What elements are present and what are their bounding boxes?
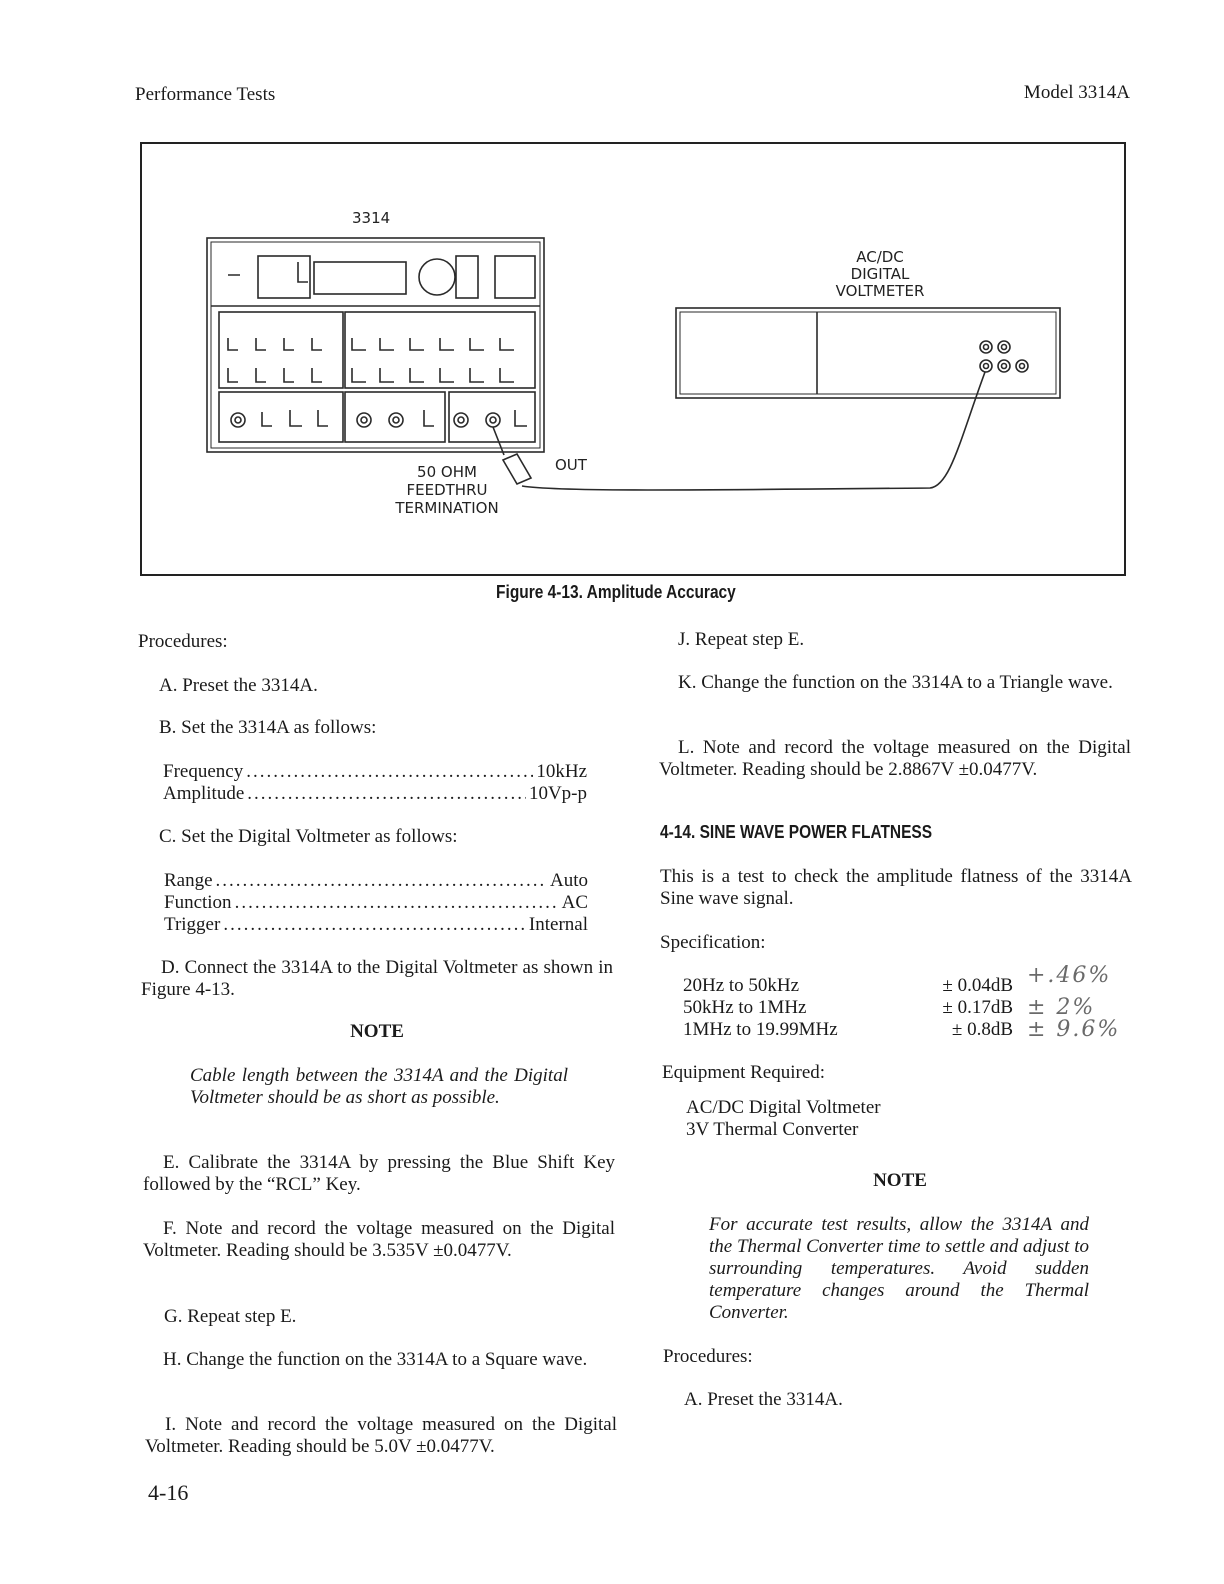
voltmeter-label-1: AC/DC (856, 248, 904, 266)
note-title-left: NOTE (350, 1021, 404, 1042)
feedthru-termination (503, 454, 531, 484)
setting-label: Amplitude (163, 783, 245, 804)
termination-label-3: TERMINATION (395, 499, 499, 517)
handwritten-annotation: ± 9.6% (1027, 1017, 1121, 1042)
settings-dvm-list (164, 870, 588, 936)
setting-row (163, 783, 587, 805)
setting-label: Range (164, 870, 213, 891)
setting-value: 10Vp-p (528, 783, 587, 804)
setting-value: Internal (528, 914, 588, 935)
instrument-label: 3314 (352, 209, 391, 227)
amplitude-accuracy-diagram (140, 142, 1126, 576)
setting-row (164, 914, 588, 936)
note-title-right: NOTE (873, 1170, 927, 1191)
step-g: G. Repeat step E. (164, 1306, 297, 1327)
termination-label-2: FEEDTHRU (406, 481, 488, 499)
spec-row (683, 963, 1143, 997)
procedures-title-right: Procedures: (663, 1346, 753, 1367)
equipment-title: Equipment Required: (662, 1062, 826, 1083)
spec-tolerance: ± 0.8dB (951, 1019, 1013, 1040)
page-number: 4-16 (148, 1480, 189, 1505)
setting-value: Auto (550, 870, 588, 891)
step-k: K. Change the function on the 3314A to a Triangle wave. (678, 672, 1113, 693)
setting-row (164, 892, 588, 914)
step-i: I. Note and record the voltage measured on the Digital Voltmeter. Reading should be 5.0V ±0.0477V. (145, 1414, 617, 1457)
setting-row (164, 870, 588, 892)
handwritten-annotation: ± 2% (1027, 995, 1096, 1020)
equipment-item: AC/DC Digital Voltmeter (686, 1097, 881, 1118)
step-l: L. Note and record the voltage measured on the Digital Voltmeter. Reading should be 2.8867V ±0.0477V. (659, 737, 1131, 780)
spec-table (683, 963, 1143, 1042)
step-h: H. Change the function on the 3314A to a Square wave. (163, 1349, 588, 1370)
step-e: E. Calibrate the 3314A by pressing the Blue Shift Key followed by the “RCL” Key. (143, 1152, 615, 1195)
step-f: F. Note and record the voltage measured on the Digital Voltmeter. Reading should be 3.535V ±0.0477V. (143, 1218, 615, 1261)
step-j: J. Repeat step E. (678, 629, 805, 650)
display-window (314, 262, 406, 294)
knob (419, 259, 455, 295)
voltmeter-label-2: DIGITAL (850, 265, 910, 283)
spec-range: 1MHz to 19.99MHz (683, 1019, 838, 1040)
spec-row (683, 1019, 1143, 1041)
setting-label: Function (164, 892, 232, 913)
spec-row (683, 997, 1143, 1019)
setting-row (163, 761, 587, 783)
voltmeter-label-3: VOLTMETER (835, 282, 925, 300)
running-header-left: Performance Tests (135, 84, 276, 105)
equipment-item: 3V Thermal Converter (686, 1119, 859, 1140)
equipment-list (686, 1097, 881, 1141)
step-c: C. Set the Digital Voltmeter as follows: (159, 826, 458, 847)
figure-caption: Figure 4-13. Amplitude Accuracy (496, 582, 736, 602)
settings-3314a-list (163, 761, 587, 805)
out-label: OUT (555, 456, 587, 474)
termination-label-1: 50 OHM (417, 463, 477, 481)
spec-range: 50kHz to 1MHz (683, 997, 807, 1018)
spec-tolerance: ± 0.17dB (942, 997, 1013, 1018)
section-title: 4-14. SINE WAVE POWER FLATNESS (660, 822, 933, 842)
step-d: D. Connect the 3314A to the Digital Voltmeter as shown in Figure 4-13. (141, 957, 613, 1000)
setting-value: 10kHz (536, 761, 587, 782)
handwritten-annotation: +.46% (1027, 963, 1112, 988)
step-a: A. Preset the 3314A. (159, 675, 318, 696)
spec-title: Specification: (660, 932, 766, 953)
setting-value: AC (561, 892, 588, 913)
note-text-right: For accurate test results, allow the 3314A and the Thermal Converter time to settle and adjust to surrounding temperatures. Avoid sudden temperature changes around the Thermal Converter. (709, 1214, 1089, 1323)
setting-label: Frequency (163, 761, 244, 782)
step-a-right: A. Preset the 3314A. (684, 1389, 843, 1410)
spec-range: 20Hz to 50kHz (683, 975, 800, 996)
note-text-left: Cable length between the 3314A and the Digital Voltmeter should be as short as possible. (190, 1065, 568, 1108)
procedures-title: Procedures: (138, 631, 228, 652)
section-intro: This is a test to check the amplitude flatness of the 3314A Sine wave signal. (660, 866, 1132, 909)
spec-tolerance: ± 0.04dB (942, 975, 1013, 996)
running-header-right: Model 3314A (1023, 82, 1130, 103)
setting-label: Trigger (164, 914, 221, 935)
step-b: B. Set the 3314A as follows: (159, 717, 377, 738)
